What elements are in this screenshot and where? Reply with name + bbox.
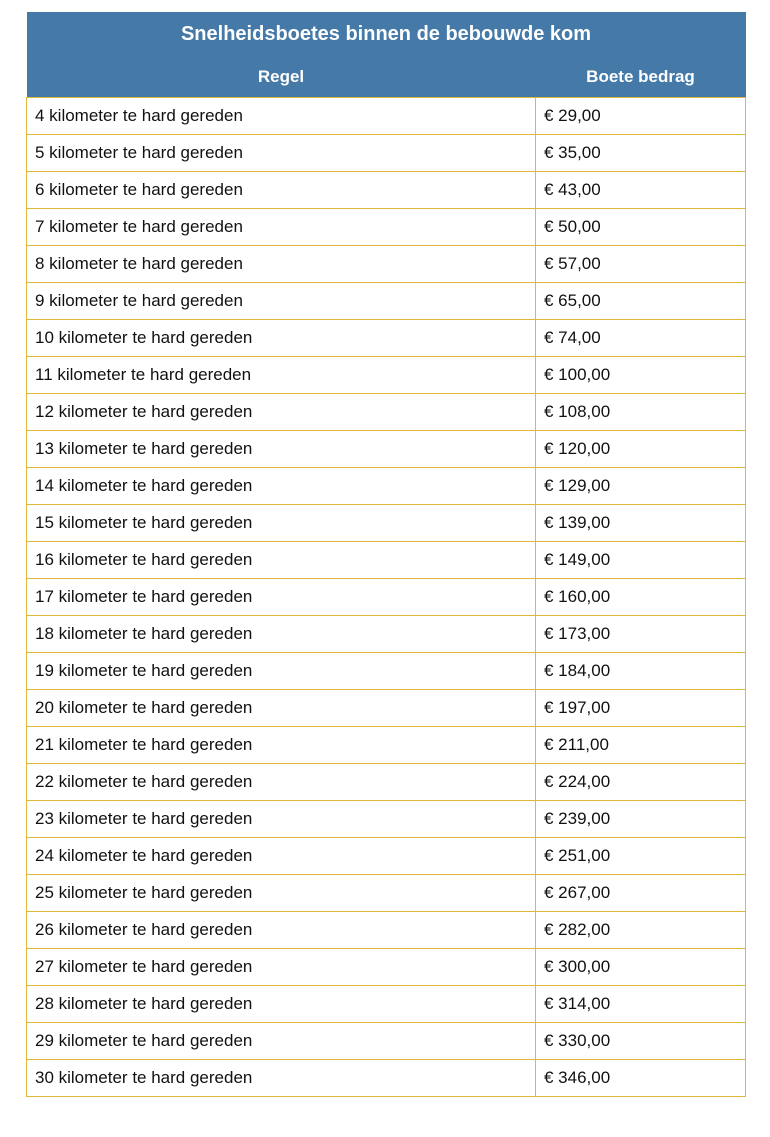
table-row xyxy=(27,172,746,209)
table-row xyxy=(27,357,746,394)
amount-cell: € 29,00 xyxy=(536,98,746,135)
rule-cell: 26 kilometer te hard gereden xyxy=(27,912,536,949)
rule-cell: 16 kilometer te hard gereden xyxy=(27,542,536,579)
rule-cell: 9 kilometer te hard gereden xyxy=(27,283,536,320)
amount-cell: € 108,00 xyxy=(536,394,746,431)
rule-cell: 20 kilometer te hard gereden xyxy=(27,690,536,727)
rule-cell: 30 kilometer te hard gereden xyxy=(27,1060,536,1097)
table-row xyxy=(27,283,746,320)
amount-cell: € 43,00 xyxy=(536,172,746,209)
table-row xyxy=(27,986,746,1023)
amount-cell: € 251,00 xyxy=(536,838,746,875)
rule-cell: 25 kilometer te hard gereden xyxy=(27,875,536,912)
table-row xyxy=(27,246,746,283)
amount-cell: € 330,00 xyxy=(536,1023,746,1060)
table-row xyxy=(27,468,746,505)
rule-cell: 5 kilometer te hard gereden xyxy=(27,135,536,172)
amount-cell: € 120,00 xyxy=(536,431,746,468)
amount-cell: € 282,00 xyxy=(536,912,746,949)
table-row xyxy=(27,727,746,764)
table-row xyxy=(27,653,746,690)
rule-cell: 24 kilometer te hard gereden xyxy=(27,838,536,875)
rule-cell: 14 kilometer te hard gereden xyxy=(27,468,536,505)
table-row xyxy=(27,949,746,986)
amount-cell: € 65,00 xyxy=(536,283,746,320)
rule-cell: 17 kilometer te hard gereden xyxy=(27,579,536,616)
table-row xyxy=(27,431,746,468)
rule-cell: 22 kilometer te hard gereden xyxy=(27,764,536,801)
table-row xyxy=(27,579,746,616)
table-row xyxy=(27,616,746,653)
table-row xyxy=(27,801,746,838)
amount-cell: € 57,00 xyxy=(536,246,746,283)
amount-cell: € 224,00 xyxy=(536,764,746,801)
amount-cell: € 184,00 xyxy=(536,653,746,690)
table-row xyxy=(27,98,746,135)
amount-cell: € 149,00 xyxy=(536,542,746,579)
rule-cell: 10 kilometer te hard gereden xyxy=(27,320,536,357)
table-row xyxy=(27,394,746,431)
rule-cell: 19 kilometer te hard gereden xyxy=(27,653,536,690)
amount-cell: € 314,00 xyxy=(536,986,746,1023)
rule-cell: 29 kilometer te hard gereden xyxy=(27,1023,536,1060)
table-row xyxy=(27,209,746,246)
table-row xyxy=(27,135,746,172)
rule-cell: 28 kilometer te hard gereden xyxy=(27,986,536,1023)
table-body xyxy=(27,98,746,1097)
rule-cell: 12 kilometer te hard gereden xyxy=(27,394,536,431)
rule-cell: 8 kilometer te hard gereden xyxy=(27,246,536,283)
amount-cell: € 211,00 xyxy=(536,727,746,764)
amount-cell: € 173,00 xyxy=(536,616,746,653)
rule-cell: 6 kilometer te hard gereden xyxy=(27,172,536,209)
rule-cell: 11 kilometer te hard gereden xyxy=(27,357,536,394)
table-row xyxy=(27,320,746,357)
table-row xyxy=(27,764,746,801)
table-title-row xyxy=(27,12,746,56)
amount-cell: € 74,00 xyxy=(536,320,746,357)
amount-cell: € 300,00 xyxy=(536,949,746,986)
table-row xyxy=(27,1060,746,1097)
amount-cell: € 139,00 xyxy=(536,505,746,542)
column-header-rule: Regel xyxy=(27,56,536,98)
rule-cell: 21 kilometer te hard gereden xyxy=(27,727,536,764)
amount-cell: € 100,00 xyxy=(536,357,746,394)
rule-cell: 23 kilometer te hard gereden xyxy=(27,801,536,838)
amount-cell: € 197,00 xyxy=(536,690,746,727)
rule-cell: 4 kilometer te hard gereden xyxy=(27,98,536,135)
amount-cell: € 160,00 xyxy=(536,579,746,616)
table-row xyxy=(27,505,746,542)
amount-cell: € 129,00 xyxy=(536,468,746,505)
column-header-amount: Boete bedrag xyxy=(536,56,746,98)
table-row xyxy=(27,912,746,949)
amount-cell: € 346,00 xyxy=(536,1060,746,1097)
rule-cell: 15 kilometer te hard gereden xyxy=(27,505,536,542)
table-row xyxy=(27,875,746,912)
amount-cell: € 239,00 xyxy=(536,801,746,838)
rule-cell: 7 kilometer te hard gereden xyxy=(27,209,536,246)
table-title: Snelheidsboetes binnen de bebouwde kom xyxy=(27,12,746,56)
table-row xyxy=(27,690,746,727)
fines-table xyxy=(26,12,746,1097)
amount-cell: € 50,00 xyxy=(536,209,746,246)
amount-cell: € 35,00 xyxy=(536,135,746,172)
table-row xyxy=(27,542,746,579)
rule-cell: 18 kilometer te hard gereden xyxy=(27,616,536,653)
rule-cell: 13 kilometer te hard gereden xyxy=(27,431,536,468)
amount-cell: € 267,00 xyxy=(536,875,746,912)
table-row xyxy=(27,1023,746,1060)
table-row xyxy=(27,838,746,875)
rule-cell: 27 kilometer te hard gereden xyxy=(27,949,536,986)
table-header-row xyxy=(27,56,746,98)
